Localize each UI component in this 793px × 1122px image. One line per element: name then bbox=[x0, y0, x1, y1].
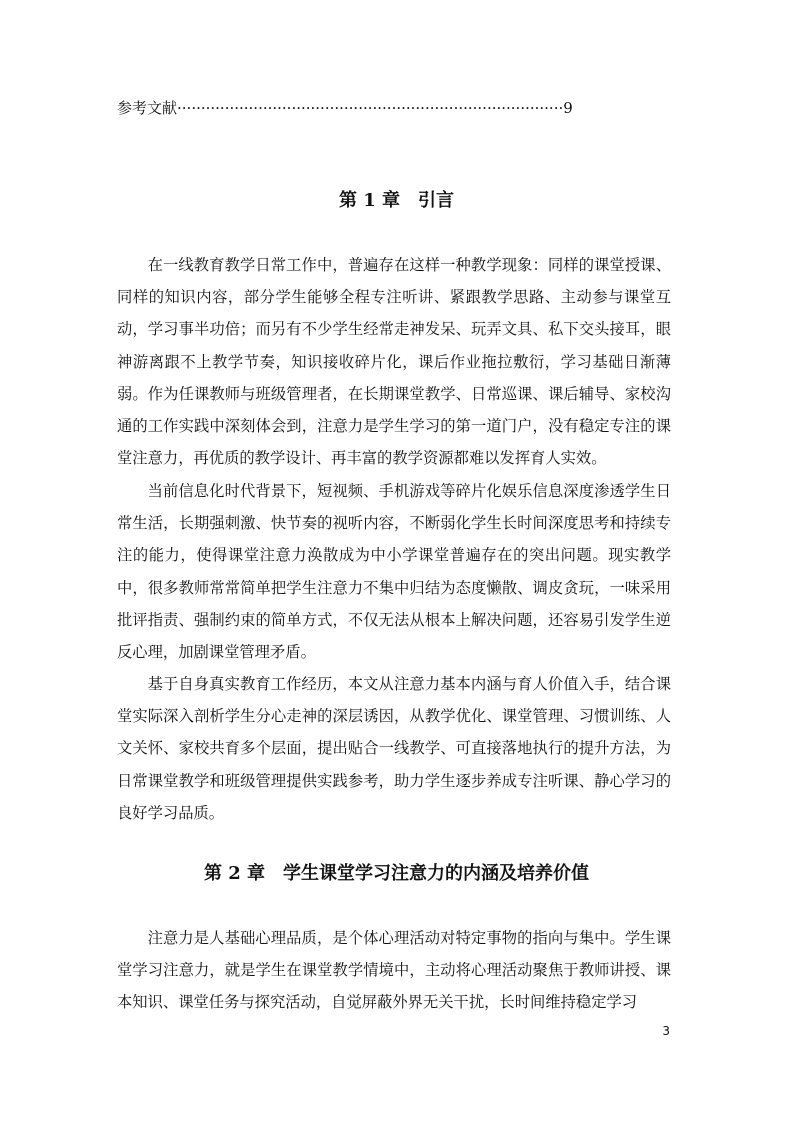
toc-leader-dots: ················································································· bbox=[177, 99, 564, 117]
chapter-1-paragraph-2: 当前信息化时代背景下，短视频、手机游戏等碎片化娱乐信息深度渗透学生日常生活，长期强刺激、快节奏的视听内容，不断弱化学生长时间深度思考和持续专注的能力，使得课堂注意力涣散成为中小学课堂普遍存在的突出问题。现实教学中，很多教师常常简单把学生注意力不集中归结为态度懒散、调皮贪玩，一味采用批评指责、强制约束的简单方式，不仅无法从根本上解决问题，还容易引发学生逆反心理，加剧课堂管理矛盾。 bbox=[117, 482, 671, 662]
page-number: 3 bbox=[662, 1024, 670, 1038]
chapter-1-paragraph-1: 在一线教育教学日常工作中，普遍存在这样一种教学现象：同样的课堂授课、同样的知识内容，部分学生能够全程专注听讲、紧跟教学思路、主动参与课堂互动，学习事半功倍；而另有不少学生经常走神发呆、玩弄文具、私下交头接耳，眼神游离跟不上教学节奏，知识接收碎片化，课后作业拖拉敷衍，学习基础日渐薄弱。作为任课教师与班级管理者，在长期课堂教学、日常巡课、课后辅导、家校沟通的工作实践中深刻体会到，注意力是学生学习的第一道门户，没有稳定专注的课堂注意力，再优质的教学设计、再丰富的教学资源都难以发挥育人实效。 bbox=[117, 256, 671, 468]
chapter-2-paragraph-1: 注意力是人基础心理品质，是个体心理活动对特定事物的指向与集中。学生课堂学习注意力，就是学生在课堂教学情境中，主动将心理活动聚焦于教师讲授、课本知识、课堂任务与探究活动，自觉屏蔽外界无关干扰，长时间维持稳定学习 bbox=[117, 929, 671, 1012]
toc-entry-references[interactable] bbox=[117, 96, 645, 120]
toc-page-number: 9 bbox=[563, 99, 573, 117]
chapter-2-heading: 第 2 章 学生课堂学习注意力的内涵及培养价值 bbox=[203, 863, 590, 884]
toc-label: 参考文献 bbox=[117, 99, 178, 117]
chapter-1-paragraph-3: 基于自身真实教育工作经历，本文从注意力基本内涵与育人价值入手，结合课堂实际深入剖析学生分心走神的深层诱因，从教学优化、课堂管理、习惯训练、人文关怀、家校共育多个层面，提出贴合一线教学、可直接落地执行的提升方法，为日常课堂教学和班级管理提供实践参考，助力学生逐步养成专注听课、静心学习的良好学习品质。 bbox=[117, 675, 671, 822]
chapter-1-heading: 第 1 章 引言 bbox=[338, 190, 455, 211]
